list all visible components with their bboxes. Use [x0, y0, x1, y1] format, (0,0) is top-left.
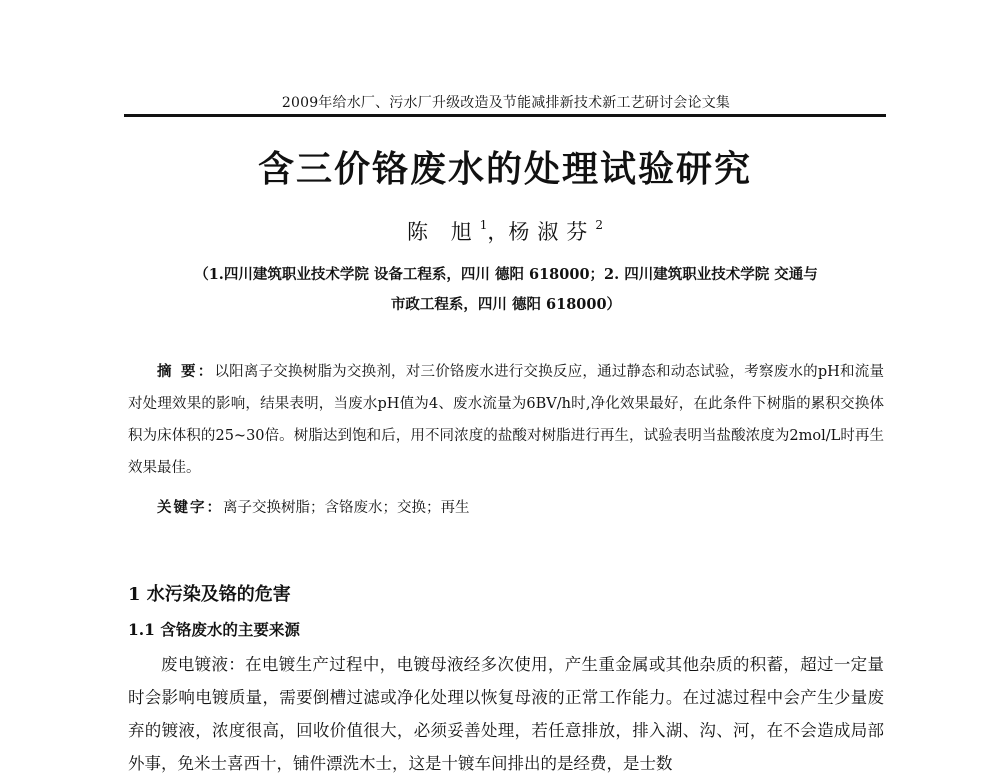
keywords	[128, 492, 884, 524]
header-rule	[124, 114, 886, 117]
author-separator: ，	[487, 220, 509, 244]
affiliation-line: 市政工程系，四川 德阳 618000）	[390, 296, 622, 313]
author-name: 杨淑芬	[508, 220, 596, 244]
abstract	[128, 356, 884, 484]
abstract-text: 以阳离子交换树脂为交换剂，对三价铬废水进行交换反应，通过静态和动态试验，考察废水的pH和流量对处理效果的影响，结果表明，当废水pH值为4、废水流量为6BV/h时,净化效果最好，在此条件下树脂的累积交换体积为床体积的25~30倍。树脂达到饱和后，用不同浓度的盐酸对树脂进行再生，试验表明当盐酸浓度为2mol/L时再生效果最佳。	[128, 364, 884, 476]
keywords-text: 离子交换树脂；含铬废水；交换；再生	[223, 500, 470, 516]
running-head: 2009年给水厂、污水厂升级改造及节能减排新技术新工艺研讨会论文集	[281, 95, 731, 111]
author-list	[100, 210, 910, 247]
keywords-label: 关键字：	[157, 499, 223, 516]
body-paragraph: 废电镀液：在电镀生产过程中，电镀母液经多次使用，产生重金属或其他杂质的积蓄，超过一定量时会影响电镀质量，需要倒槽过滤或净化处理以恢复母液的正常工作能力。在过滤过程中会产生少量废弃的镀液，浓度很高，回收价值很大，必须妥善处理，若任意排放，排入湖、沟、河，在不会造成局部外事，免米士喜西十，铺件漂洗木士，这是十镀车间排出的是经费，是士数	[128, 655, 884, 773]
affiliation-line: （1.四川建筑职业技术学院 设备工程系，四川 德阳 618000；2. 四川建筑职业技术学院 交通与	[194, 266, 818, 283]
affiliations	[128, 260, 884, 320]
paper-title: 含三价铬废水的处理试验研究	[257, 149, 752, 190]
abstract-label: 摘 要：	[157, 363, 215, 380]
author-affiliation-mark: 2	[595, 218, 603, 232]
section-heading: 1 水污染及铬的危害	[128, 584, 291, 605]
subsection-heading: 1.1 含铬废水的主要来源	[128, 620, 300, 639]
author-name: 陈 旭	[407, 220, 480, 244]
author-affiliation-mark: 1	[479, 218, 488, 232]
